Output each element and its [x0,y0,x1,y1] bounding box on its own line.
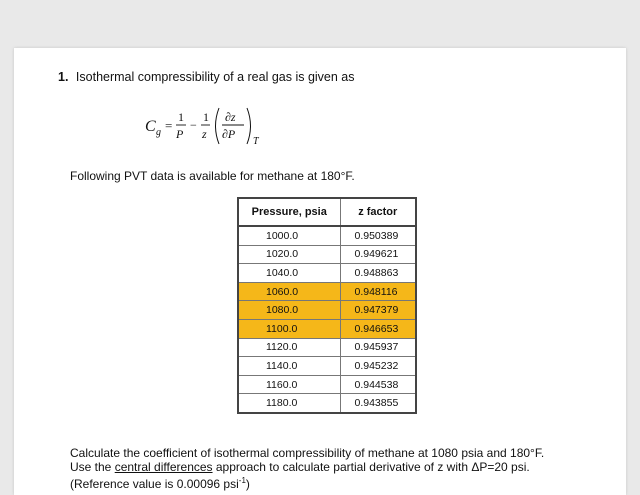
question-number: 1. [58,70,69,84]
pressure-cell: 1040.0 [238,264,340,283]
formula-z: z [202,127,207,141]
pressure-cell: 1120.0 [238,338,340,357]
z-cell: 0.946653 [340,319,416,338]
formula-left-paren [216,108,220,144]
formula-partial-z: ∂z [225,110,236,124]
pressure-cell: 1100.0 [238,319,340,338]
table-row [238,226,416,245]
pressure-cell: 1140.0 [238,357,340,376]
table-row [238,245,416,264]
formula-p: P [176,127,184,141]
table-row [238,394,416,413]
task-line-3-sup: -1 [238,476,246,485]
header-z-factor: z factor [340,198,416,226]
pvt-table [237,197,417,414]
formula-lhs: C [145,118,156,135]
pressure-cell: 1080.0 [238,301,340,320]
formula-right-paren [247,108,251,144]
pvt-intro: Following PVT data is available for methane at 180°F. [70,169,355,183]
task-line-3 [70,474,590,491]
formula-one-b: 1 [203,110,209,124]
table-row [238,282,416,301]
z-cell: 0.944538 [340,375,416,394]
compressibility-formula [143,102,293,150]
task-line-2 [70,460,590,474]
task-text [70,446,590,491]
formula-equals: = [165,118,173,133]
pressure-cell: 1180.0 [238,394,340,413]
table-row [238,357,416,376]
formula-one-a: 1 [178,110,184,124]
formula-minus: − [190,118,197,132]
pressure-cell: 1060.0 [238,282,340,301]
table-row [238,375,416,394]
z-cell: 0.943855 [340,394,416,413]
header-pressure: Pressure, psia [238,198,340,226]
z-cell: 0.950389 [340,226,416,245]
table-row [238,319,416,338]
z-cell: 0.948116 [340,282,416,301]
z-cell: 0.947379 [340,301,416,320]
task-line-1: Calculate the coefficient of isothermal compressibility of methane at 1080 psia and 180°F. [70,446,545,460]
question-text: Isothermal compressibility of a real gas is given as [75,70,355,84]
task-line-2-post: approach to calculate partial derivative of z with ΔP=20 psi. [212,460,530,474]
formula-lhs-sub: g [156,127,161,138]
table-row [238,301,416,320]
pressure-cell: 1160.0 [238,375,340,394]
pressure-cell: 1000.0 [238,226,340,245]
table-row [238,338,416,357]
z-cell: 0.945937 [340,338,416,357]
central-differences-text: central differences [114,460,213,474]
pressure-cell: 1020.0 [238,245,340,264]
question-line [58,70,355,84]
z-cell: 0.945232 [340,357,416,376]
task-line-3-post: ) [245,477,250,491]
table-row [238,264,416,283]
z-cell: 0.949621 [340,245,416,264]
table-header-row [238,198,416,226]
formula-partial-p: ∂P [222,127,236,141]
formula-subscript-t: T [253,136,259,147]
task-line-2-pre: Use the [70,460,115,474]
task-line-3-pre: (Reference value is 0.00096 psi [70,477,239,491]
z-cell: 0.948863 [340,264,416,283]
